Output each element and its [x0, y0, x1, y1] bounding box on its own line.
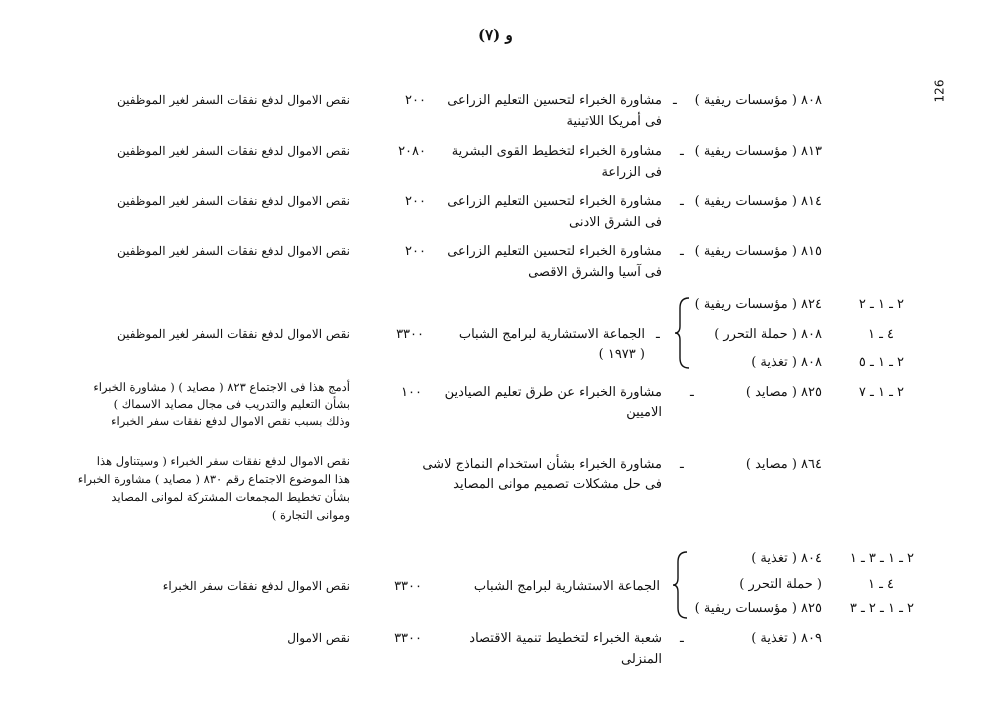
- meeting-code: ٨١٥ ( مؤسسات ريفية ): [694, 244, 822, 259]
- amount: ٢٠٠: [405, 194, 426, 209]
- meeting-desc: الجماعة الاستشارية لبرامج الشباب: [473, 579, 660, 594]
- meeting-desc: مشاورة الخبراء لتحسين التعليم الزراعى: [447, 194, 662, 209]
- meeting-desc-cont: فى الزراعة: [601, 165, 662, 180]
- meeting-code: ٨٦٤ ( مصايد ): [745, 457, 822, 472]
- reason-note-line: نقص الاموال لدفع نفقات سفر الخبراء ( وسيتناول هذا: [96, 454, 350, 468]
- amount: ٢٠٨٠: [398, 144, 426, 159]
- amount: ٢٠٠: [405, 93, 426, 108]
- ref-number: ٢ ـ ١ ـ ٢: [858, 297, 904, 312]
- meeting-desc-cont: الاميين: [626, 405, 662, 420]
- page-title: و (٧): [478, 26, 513, 44]
- meeting-desc: شعبة الخبراء لتخطيط تنمية الاقتصاد: [469, 631, 662, 646]
- reason-note: نقص الاموال: [287, 631, 350, 645]
- ref-number: ٤ ـ ١: [867, 577, 894, 592]
- meeting-desc-cont: المنزلى: [621, 652, 662, 667]
- amount: ٣٣٠٠: [396, 327, 424, 342]
- reason-note: نقص الاموال لدفع نفقات السفر لغير الموظفين: [117, 93, 350, 107]
- page-number: 126: [932, 79, 947, 103]
- ref-number: ٢ ـ ١ ـ ٥: [858, 355, 904, 370]
- meeting-code: ٨٢٥ ( مؤسسات ريفية ): [694, 601, 822, 616]
- ref-number: ٤ ـ ١: [867, 327, 894, 342]
- meeting-code: ٨٠٤ ( تغذية ): [751, 551, 822, 566]
- reason-note-line: بشأن التعليم والتدريب فى مجال مصايد الاسماك ): [113, 397, 350, 411]
- amount: ٢٠٠: [405, 244, 426, 259]
- reason-note: نقص الاموال لدفع نفقات السفر لغير الموظفين: [117, 194, 350, 208]
- ref-number: ٢ ـ ١ ـ ٣ ـ ١: [849, 551, 914, 566]
- meeting-code: ٨١٤ ( مؤسسات ريفية ): [694, 194, 822, 209]
- meeting-desc: مشاورة الخبراء لتخطيط القوى البشرية: [451, 144, 662, 159]
- meeting-code: ٨٢٤ ( مؤسسات ريفية ): [694, 297, 822, 312]
- meeting-code: ٨٠٩ ( تغذية ): [751, 631, 822, 646]
- meeting-code: ٨٠٨ ( تغذية ): [751, 355, 822, 370]
- reason-note: نقص الاموال لدفع نفقات السفر لغير الموظفين: [117, 144, 350, 158]
- reason-note-line: هذا الموضوع الاجتماع رقم ٨٣٠ ( مصايد ) مشاورة الخبراء: [77, 472, 350, 486]
- reason-note-line: وذلك بسبب نقص الاموال لدفع نفقات سفر الخبراء: [111, 414, 350, 428]
- meeting-desc: الجماعة الاستشارية لبرامج الشباب: [458, 327, 645, 342]
- ref-number: ٢ ـ ١ ـ ٢ ـ ٣: [849, 601, 914, 616]
- amount: ٣٣٠٠: [394, 631, 422, 646]
- meeting-desc: مشاورة الخبراء عن طرق تعليم الصيادين: [444, 385, 662, 400]
- amount: ٣٣٠٠: [394, 579, 422, 594]
- meeting-code: ٨٢٥ ( مصايد ): [745, 385, 822, 400]
- meeting-desc-cont: فى الشرق الادنى: [568, 215, 662, 230]
- meeting-desc: مشاورة الخبراء لتحسين التعليم الزراعى: [447, 244, 662, 259]
- meeting-desc-cont: فى أمريكا اللاتينية: [566, 114, 662, 129]
- ref-number: ٢ ـ ١ ـ ٧: [858, 385, 904, 400]
- meeting-code: ( حملة التحرر ): [739, 577, 822, 592]
- meeting-desc-cont: ( ١٩٧٣ ): [598, 347, 645, 362]
- reason-note: نقص الاموال لدفع نفقات السفر لغير الموظفين: [117, 327, 350, 341]
- meeting-desc: مشاورة الخبراء لتحسين التعليم الزراعى: [447, 93, 662, 108]
- reason-note-line: وموانى التجارة ): [271, 508, 350, 522]
- reason-note-line: أدمج هذا فى الاجتماع ٨٢٣ ( مصايد ) ( مشاورة الخبراء: [93, 380, 350, 394]
- meeting-desc-cont: فى آسيا والشرق الاقصى: [528, 265, 662, 280]
- meeting-desc-cont: فى حل مشكلات تصميم موانى المصايد: [453, 477, 662, 492]
- group-brace: [674, 296, 692, 370]
- meeting-desc: مشاورة الخبراء بشأن استخدام النماذج لاشى: [422, 457, 662, 472]
- reason-note: نقص الاموال لدفع نفقات السفر لغير الموظفين: [117, 244, 350, 258]
- reason-note-line: بشأن تخطيط المجمعات المشتركة لموانى المصايد: [111, 490, 350, 504]
- amount: ١٠٠: [401, 385, 422, 400]
- meeting-code: ٨٠٨ ( حملة التحرر ): [714, 327, 822, 342]
- meeting-code: ٨١٣ ( مؤسسات ريفية ): [694, 144, 822, 159]
- meeting-code: ٨٠٨ ( مؤسسات ريفية ): [694, 93, 822, 108]
- reason-note: نقص الاموال لدفع نفقات سفر الخبراء: [162, 579, 350, 593]
- group-brace: [672, 550, 690, 620]
